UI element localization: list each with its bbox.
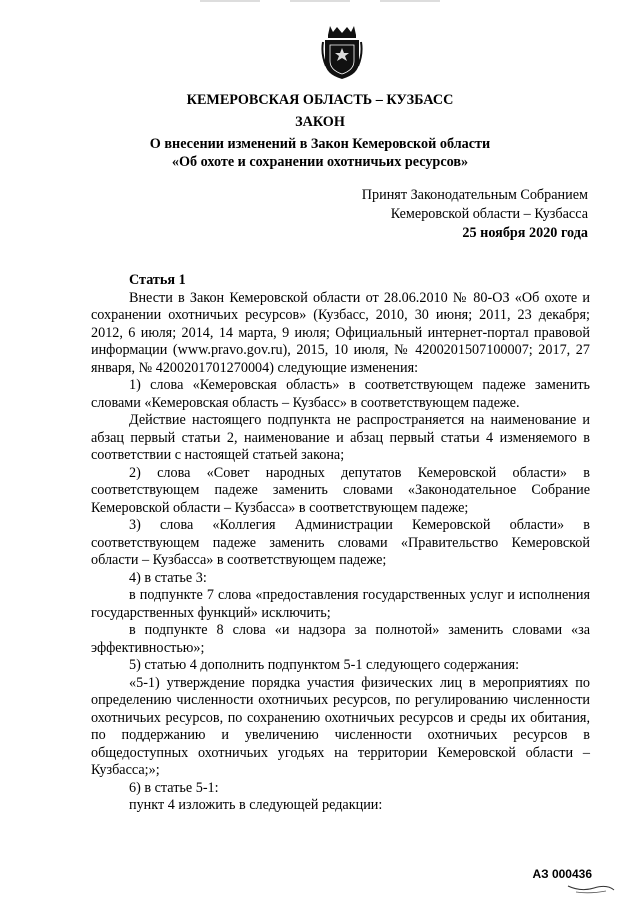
adoption-block bbox=[362, 186, 588, 243]
law-title-line-2: «Об охоте и сохранении охотничьих ресурсов» bbox=[171, 154, 469, 170]
region-heading: КЕМЕРОВСКАЯ ОБЛАСТЬ – КУЗБАСС bbox=[186, 92, 454, 108]
document-type: ЗАКОН bbox=[295, 114, 345, 130]
subclause-4-item-a: в подпункте 7 слова «предоставления государственных услуг и исполнения государственных функций» исключить; bbox=[91, 587, 590, 621]
adoption-line-2: Кемеровской области – Кузбасса bbox=[390, 206, 588, 222]
article-intro: Внести в Закон Кемеровской области от 28.06.2010 № 80-ОЗ «Об охоте и сохранении охотничьих ресурсов» (Кузбасс, 2010, 30 июня; 2011, 23 декабря; 2012, 6 июля; 2014, 14 марта, 9 июля; Официальный интернет-портал правовой информации (www.pravo.gov.ru), 2015, 10 июля, № 4200201507100007; 2017, 27 января, № 4200201701270004) следующие изменения: bbox=[91, 289, 590, 376]
law-title-line-1: О внесении изменений в Закон Кемеровской области bbox=[149, 136, 491, 152]
adoption-date: 25 ноября 2020 года bbox=[462, 225, 588, 241]
form-serial-number: АЗ 000436 bbox=[532, 867, 592, 881]
article-heading: Статья 1 bbox=[129, 272, 186, 288]
subclause-3: 3) слова «Коллегия Администрации Кемеровской области» в соответствующем падеже заменить словами «Правительство Кемеровской области – Кузбасса» в соответствующем падеже; bbox=[91, 517, 590, 568]
adoption-line-1: Принят Законодательным Собранием bbox=[361, 187, 588, 203]
subclause-4: 4) в статье 3: bbox=[129, 569, 207, 586]
subclause-5-text: «5-1) утверждение порядка участия физических лиц в мероприятиях по определению численности охотничьих ресурсов, по регулированию численности охотничьих ресурсов, по сохранению охотничьих ресурсов и среды их обитания, по поддержанию и увеличению численности охотничьих ресурсов в общедоступных охотничьих угодьях на территории Кемеровской области – Кузбасса;»; bbox=[91, 674, 590, 778]
subclause-2: 2) слова «Совет народных депутатов Кемеровской области» в соответствующем падеже заменить словами «Законодательное Собрание Кемеровской области – Кузбасса» в соответствующем падеже; bbox=[91, 464, 590, 516]
law-body bbox=[91, 272, 590, 815]
subclause-4-item-b: в подпункте 8 слова «и надзора за полнотой» заменить словами «за эффективностью»; bbox=[91, 622, 590, 656]
subclause-5: 5) статью 4 дополнить подпунктом 5-1 следующего содержания: bbox=[129, 657, 520, 673]
subclause-6-text: пункт 4 изложить в следующей редакции: bbox=[129, 797, 383, 813]
handwritten-mark bbox=[566, 880, 616, 896]
coat-of-arms-emblem bbox=[321, 24, 363, 80]
subclause-1: 1) слова «Кемеровская область» в соответствующем падеже заменить словами «Кемеровская область – Кузбасс» в соответствующем падеже. bbox=[91, 377, 590, 411]
subclause-1-note: Действие настоящего подпункта не распространяется на наименование и абзац первый статьи 2, наименование и абзац первый статьи 4 изменяемого в соответствии с настоящей статьей закона; bbox=[91, 412, 590, 463]
subclause-6: 6) в статье 5-1: bbox=[129, 779, 219, 796]
scan-marks bbox=[200, 0, 440, 4]
